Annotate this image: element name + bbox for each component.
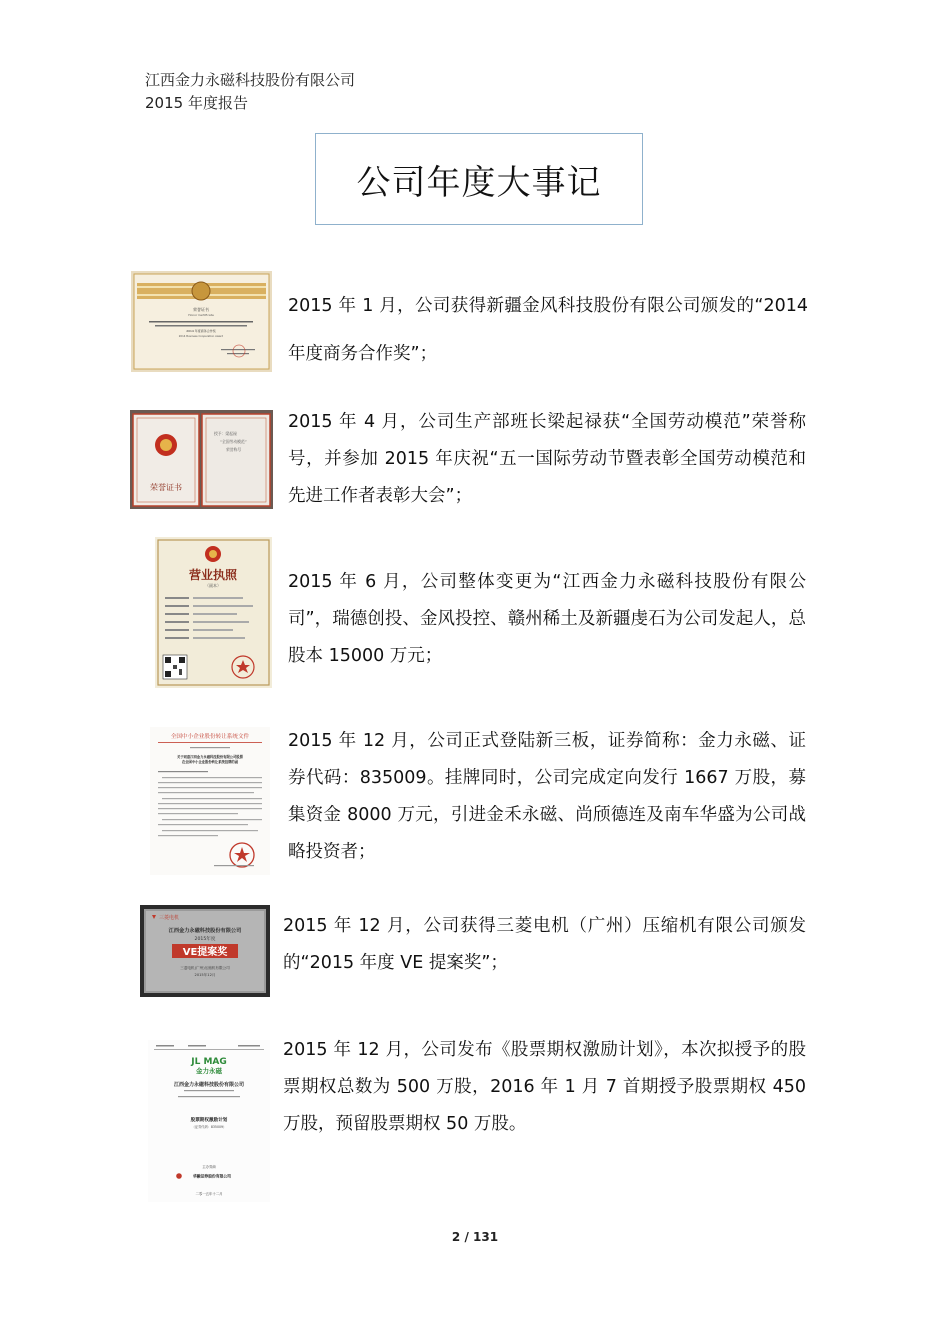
- plan-broker-label: 主办券商: [202, 1165, 216, 1169]
- plaque-issuer: 三菱电机(广州)压缩机有限公司: [180, 966, 230, 970]
- event-1-text: 2015 年 1 月，公司获得新疆金风科技股份有限公司颁发的“2014 年度商务合作奖”；: [288, 296, 808, 364]
- plan-company: 江西金力永磁科技股份有限公司: [173, 1082, 245, 1088]
- honor-inside-line-2: “全国劳动模范”: [220, 439, 247, 444]
- plaque-year: 2015年度: [194, 937, 216, 942]
- letter-subject-1: 关于同意江西金力永磁科技股份有限公司股票: [177, 755, 243, 759]
- plan-broker: 华融证券股份有限公司: [193, 1173, 231, 1179]
- header-report: 2015 年度报告: [145, 94, 248, 112]
- letter-heading: 全国中小企业股份转让系统文件: [170, 734, 250, 740]
- cert-heading-cn: 荣誉证书: [193, 307, 209, 312]
- page-title: 公司年度大事记: [356, 162, 602, 203]
- event-3-business-license-image: [155, 537, 272, 688]
- plan-logo-cn: 金力永磁: [196, 1067, 222, 1075]
- plaque-brand: 三菱电机: [159, 915, 180, 921]
- event-1-certificate-image: [131, 271, 272, 372]
- license-heading: 营业执照: [188, 568, 238, 582]
- event-4-official-letter-image: [150, 727, 270, 875]
- license-sub: （副本）: [205, 583, 221, 588]
- honor-inside-line-1: 授予：梁起禄: [214, 431, 237, 436]
- page-number: 2 / 131: [451, 1230, 499, 1244]
- plan-date: 二零一五年十二月: [195, 1192, 223, 1196]
- plaque-date: 2015年12月: [194, 973, 216, 977]
- cert-award-en: 2014 Business Cooperation Award: [178, 335, 224, 338]
- event-6-text: 2015 年 12 月，公司发布《股票期权激励计划》，本次拟授予的股票期权总数为 500 万股，2016 年 1 月 7 首期授予股票期权 450 万股，预留股票期权 50 万股。: [283, 1040, 806, 1134]
- honor-cover-label: 荣誉证书: [150, 483, 182, 492]
- event-4-text: 2015 年 12 月，公司正式登陆新三板，证券简称：金力永磁、证券代码：835009。挂牌同时，公司完成定向发行 1667 万股，募集资金 8000 万元，引进金禾永磁、尚颀德连及南车华盛为公司战略投资者；: [288, 731, 806, 862]
- plan-logo: JL MAG: [191, 1057, 227, 1067]
- event-5-plaque-image: [140, 905, 270, 997]
- letter-subject-2: 在全国中小企业股份转让系统挂牌的函: [181, 760, 239, 764]
- event-2-text: 2015 年 4 月，公司生产部班长梁起禄获“全国劳动模范”荣誉称号，并参加 2015 年庆祝“五一国际劳动节暨表彰全国劳动模范和先进工作者表彰大会”；: [288, 412, 806, 506]
- event-2-honor-book-image: [130, 410, 273, 509]
- event-3-text: 2015 年 6 月，公司整体变更为“江西金力永磁科技股份有限公司”，瑞德创投、金风投控、赣州稀土及新疆虔石为公司发起人，总股本 15000 万元；: [288, 572, 806, 666]
- plan-code: （证券代码：835009）: [191, 1125, 227, 1129]
- plaque-award: VE提案奖: [182, 947, 228, 958]
- header-company: 江西金力永磁科技股份有限公司: [145, 71, 356, 89]
- plan-title: 股票期权激励计划: [190, 1118, 228, 1123]
- page-title-box: [315, 133, 643, 225]
- plaque-company: 江西金力永磁科技股份有限公司: [168, 928, 242, 934]
- event-6-plan-cover-image: [148, 1040, 270, 1202]
- honor-inside-line-3: 荣誉称号: [226, 447, 242, 452]
- cert-heading-en: Honor Certificate: [188, 313, 214, 317]
- event-5-text: 2015 年 12 月，公司获得三菱电机（广州）压缩机有限公司颁发的“2015 年度 VE 提案奖”；: [283, 916, 806, 973]
- cert-award-line: 2014 年度商务合作奖: [186, 329, 216, 333]
